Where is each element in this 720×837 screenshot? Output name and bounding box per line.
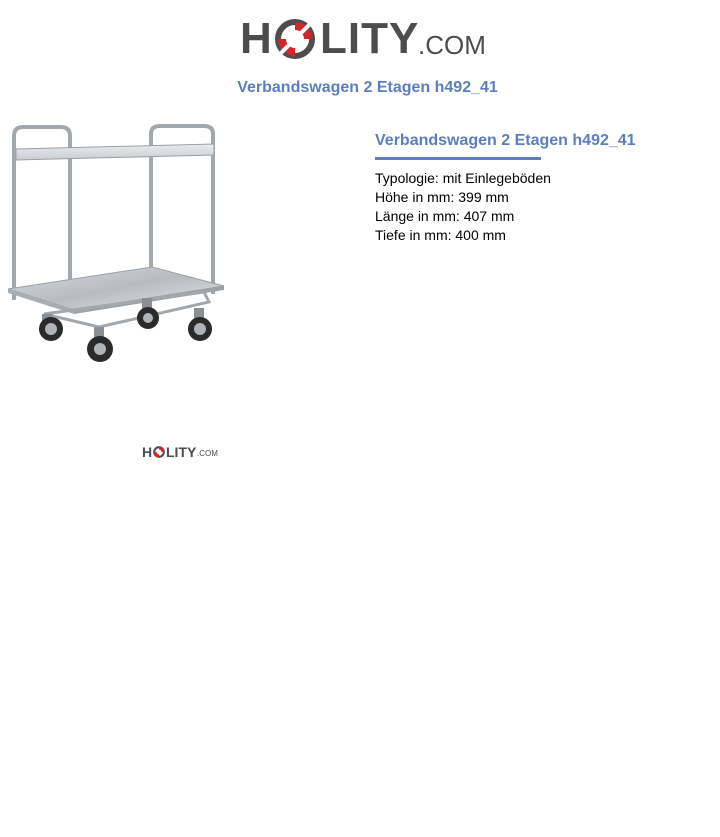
watermark-o-mark-icon xyxy=(153,446,165,458)
title-underline xyxy=(375,157,541,160)
spec-tiefe: Tiefe in mm: 400 mm xyxy=(375,227,506,243)
spec-hoehe: Höhe in mm: 399 mm xyxy=(375,189,509,205)
site-logo[interactable] xyxy=(240,12,486,66)
product-title: Verbandswagen 2 Etagen h492_41 xyxy=(375,132,636,149)
watermark-logo xyxy=(142,443,222,461)
logo-o-mark-icon xyxy=(275,19,315,59)
logo-letter-h: H xyxy=(240,14,273,63)
caster-wheel-icon xyxy=(39,307,212,362)
spec-laenge: Länge in mm: 407 mm xyxy=(375,208,515,224)
product-info-panel xyxy=(375,131,705,245)
logo-letters-lity: LITY xyxy=(320,14,420,63)
spec-typologie: Typologie: mit Einlegeböden xyxy=(375,170,551,186)
watermark-letter-h: H xyxy=(142,444,153,460)
watermark-dotcom: .COM xyxy=(197,449,218,458)
watermark-letters-lity: LITY xyxy=(166,444,197,460)
page-title: Verbandswagen 2 Etagen h492_41 xyxy=(237,79,498,96)
logo-dotcom: .COM xyxy=(418,30,486,60)
trolley-product-image xyxy=(4,122,230,368)
